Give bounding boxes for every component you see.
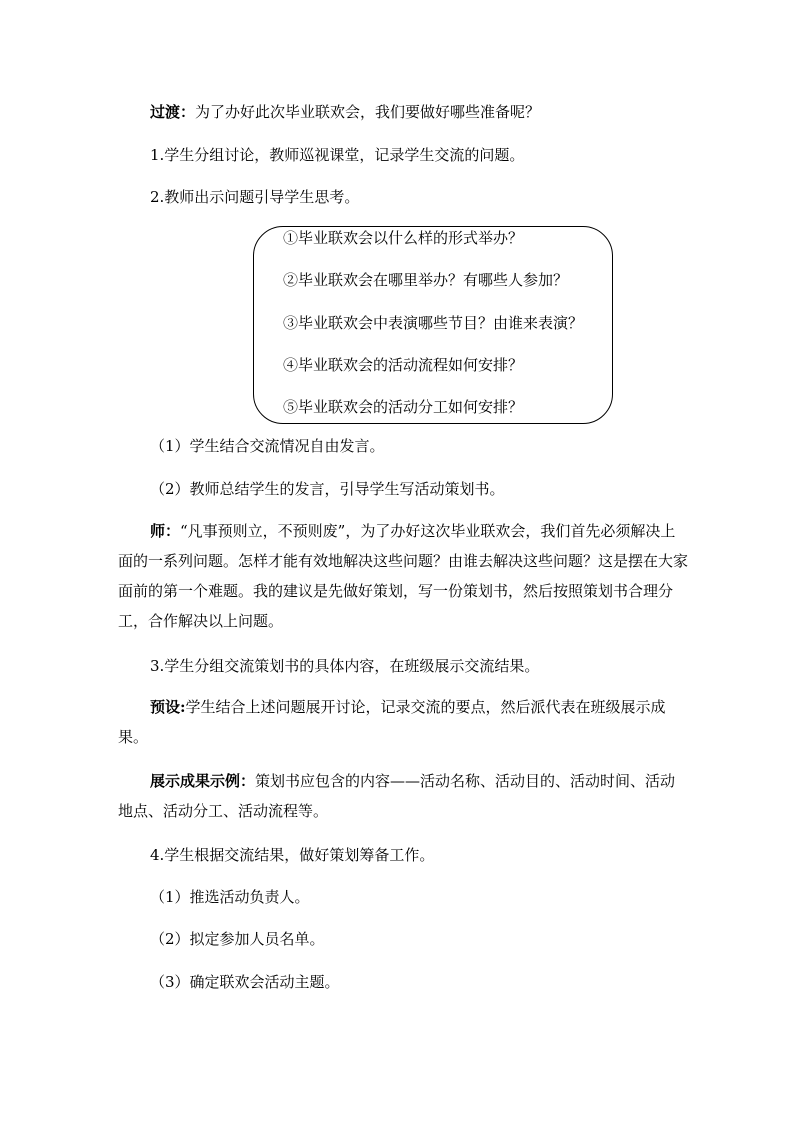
question-2: ②毕业联欢会在哪里举办？有哪些人参加？	[283, 271, 569, 289]
step-1: 1.学生分组讨论，教师巡视课堂，记录学生交流的问题。	[150, 146, 525, 164]
sub4-item-3: （3）确定联欢会活动主题。	[150, 973, 340, 991]
sub-item-1: （1）学生结合交流情况自由发言。	[150, 437, 385, 455]
question-5: ⑤毕业联欢会的活动分工如何安排？	[283, 398, 524, 416]
step-2: 2.教师出示问题引导学生思考。	[150, 188, 360, 206]
teacher-label: 师：	[150, 522, 181, 540]
intro-text: 为了办好此次毕业联欢会，我们要做好哪些准备呢？	[195, 103, 541, 121]
sub-item-2: （2）教师总结学生的发言，引导学生写活动策划书。	[150, 480, 505, 498]
question-4: ④毕业联欢会的活动流程如何安排？	[283, 356, 524, 374]
preset-label: 预设:	[150, 698, 186, 716]
preset-paragraph	[118, 692, 688, 752]
teacher-text: “凡事预则立，不预则废”，为了办好这次毕业联欢会，我们首先必须解决上面的一系列问题。怎样才能有效地解决这些问题？由谁去解决这些问题？这是摆在大家面前的第一个难题。我的建议是先做好策划，写一份策划书，然后按照策划书合理分工，合作解决以上问题。	[118, 522, 689, 630]
question-3: ③毕业联欢会中表演哪些节目？由谁来表演？	[283, 314, 584, 332]
intro-line	[150, 102, 540, 122]
sub4-item-2: （2）拟定参加人员名单。	[150, 930, 325, 948]
example-paragraph	[118, 766, 688, 826]
example-label: 展示成果示例：	[150, 772, 256, 790]
preset-text: 学生结合上述问题展开讨论，记录交流的要点，然后派代表在班级展示成果。	[118, 698, 666, 746]
intro-label: 过渡：	[150, 103, 196, 121]
sub4-item-1: （1）推选活动负责人。	[150, 888, 310, 906]
step-4: 4.学生根据交流结果，做好策划筹备工作。	[150, 846, 435, 864]
teacher-paragraph	[118, 516, 688, 636]
step-3: 3.学生分组交流策划书的具体内容，在班级展示交流结果。	[150, 657, 540, 675]
example-text: 策划书应包含的内容——活动名称、活动目的、活动时间、活动地点、活动分工、活动流程等。	[118, 772, 676, 820]
question-1: ①毕业联欢会以什么样的形式举办？	[283, 229, 524, 247]
